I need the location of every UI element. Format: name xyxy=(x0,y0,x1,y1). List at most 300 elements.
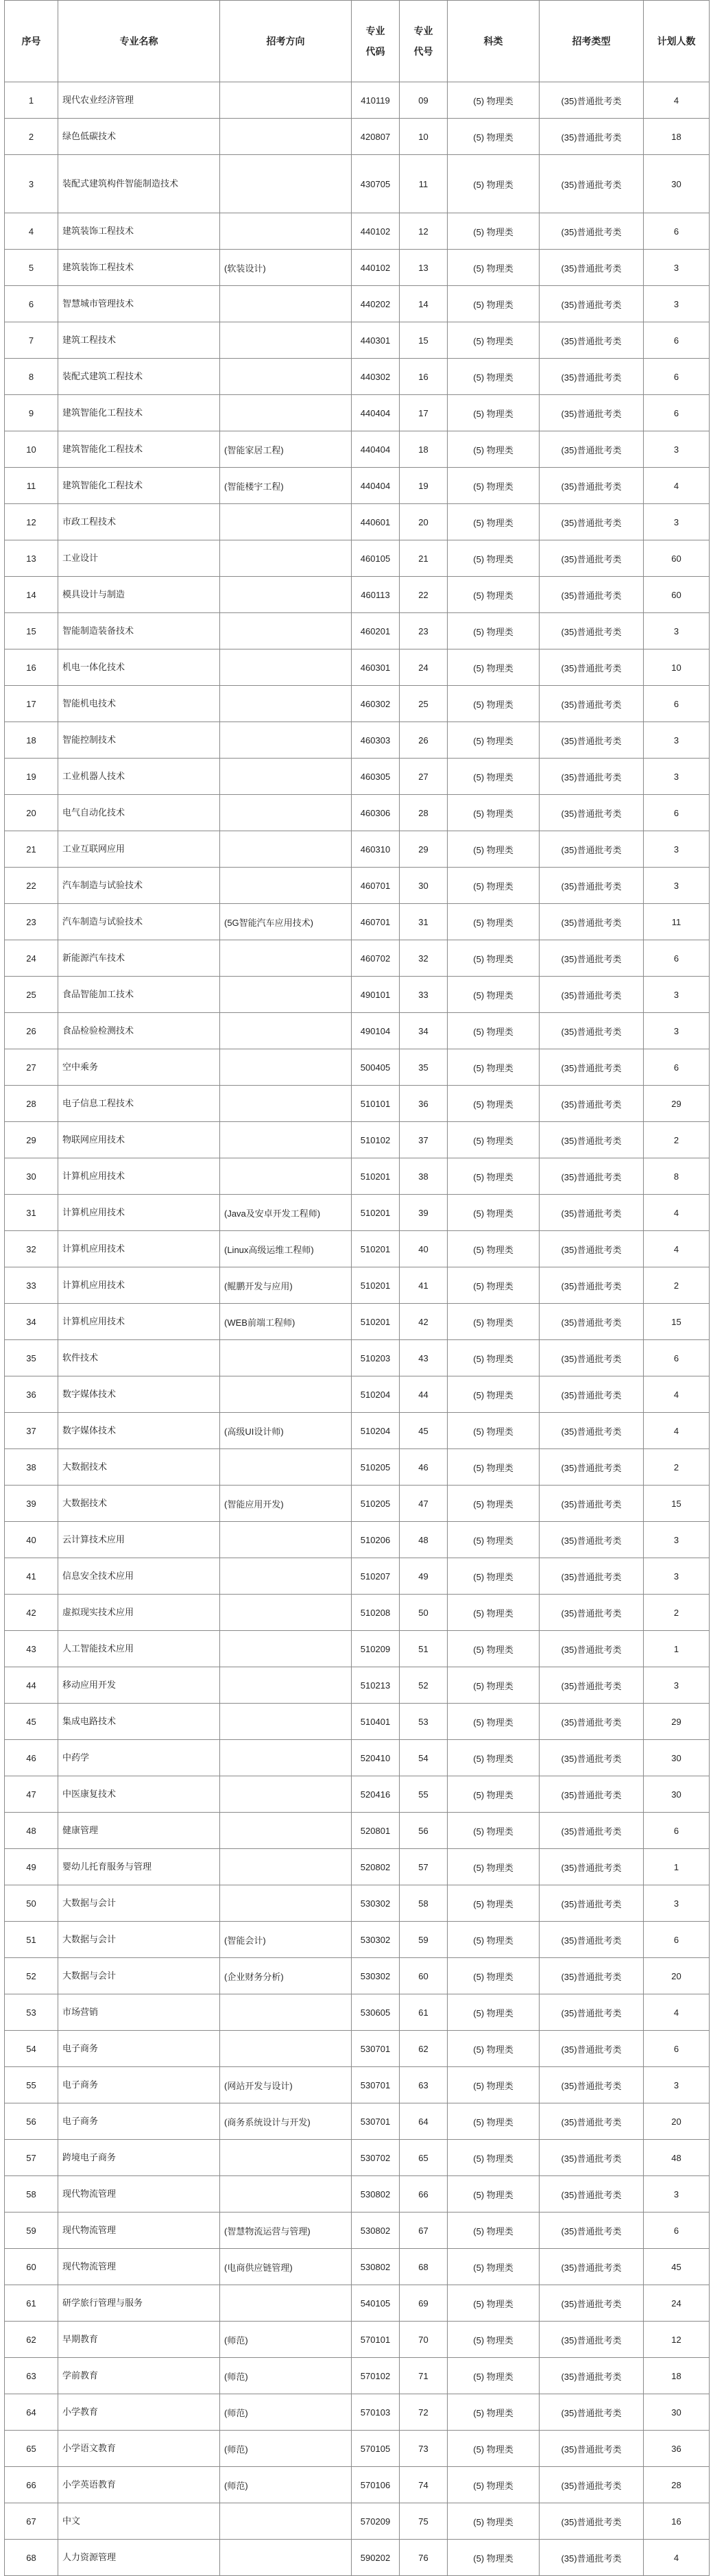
cell-major-name: 食品智能加工技术 xyxy=(58,977,220,1013)
cell-direction xyxy=(220,1595,352,1631)
cell-direction: (智慧物流运营与管理) xyxy=(220,2213,352,2249)
cell-plan-count: 18 xyxy=(644,119,710,155)
cell-major-no: 49 xyxy=(400,1558,448,1595)
cell-seq: 27 xyxy=(5,1049,58,1086)
cell-plan-count: 8 xyxy=(644,1158,710,1195)
cell-subject: (5) 物理类 xyxy=(448,1558,540,1595)
cell-subject: (5) 物理类 xyxy=(448,1158,540,1195)
table-header xyxy=(5,1,710,82)
cell-plan-count: 2 xyxy=(644,1122,710,1158)
cell-direction xyxy=(220,1376,352,1413)
cell-major-code: 440102 xyxy=(352,213,400,250)
cell-direction: (师范) xyxy=(220,2394,352,2431)
cell-major-no: 33 xyxy=(400,977,448,1013)
cell-seq: 8 xyxy=(5,359,58,395)
table-row xyxy=(5,2140,710,2176)
cell-major-code: 460105 xyxy=(352,540,400,577)
cell-plan-count: 10 xyxy=(644,649,710,686)
cell-plan-count: 4 xyxy=(644,468,710,504)
cell-seq: 68 xyxy=(5,2540,58,2576)
cell-major-code: 510213 xyxy=(352,1667,400,1704)
cell-admission-type: (35)普通批考类 xyxy=(540,613,644,649)
cell-direction: (Linux高级运维工程师) xyxy=(220,1231,352,1267)
header-admission-type: 招考类型 xyxy=(540,1,644,82)
cell-plan-count: 15 xyxy=(644,1304,710,1340)
cell-major-no: 53 xyxy=(400,1704,448,1740)
cell-major-name: 建筑装饰工程技术 xyxy=(58,213,220,250)
cell-direction: (5G智能汽车应用技术) xyxy=(220,904,352,940)
cell-seq: 26 xyxy=(5,1013,58,1049)
cell-subject: (5) 物理类 xyxy=(448,1086,540,1122)
cell-major-name: 人工智能技术应用 xyxy=(58,1631,220,1667)
cell-major-no: 14 xyxy=(400,286,448,322)
cell-major-code: 460701 xyxy=(352,904,400,940)
cell-subject: (5) 物理类 xyxy=(448,1994,540,2031)
cell-plan-count: 3 xyxy=(644,1558,710,1595)
cell-direction xyxy=(220,155,352,213)
cell-major-no: 55 xyxy=(400,1776,448,1813)
cell-seq: 25 xyxy=(5,977,58,1013)
cell-major-name: 工业机器人技术 xyxy=(58,759,220,795)
cell-major-name: 食品检验检测技术 xyxy=(58,1013,220,1049)
cell-major-name: 云计算技术应用 xyxy=(58,1522,220,1558)
cell-seq: 3 xyxy=(5,155,58,213)
cell-major-name: 小学英语教育 xyxy=(58,2467,220,2503)
cell-seq: 61 xyxy=(5,2285,58,2322)
cell-major-code: 510201 xyxy=(352,1158,400,1195)
cell-admission-type: (35)普通批考类 xyxy=(540,395,644,431)
cell-major-name: 模具设计与制造 xyxy=(58,577,220,613)
table-row xyxy=(5,2249,710,2285)
cell-subject: (5) 物理类 xyxy=(448,1813,540,1849)
cell-subject: (5) 物理类 xyxy=(448,1340,540,1376)
cell-major-no: 71 xyxy=(400,2358,448,2394)
cell-plan-count: 3 xyxy=(644,977,710,1013)
cell-seq: 15 xyxy=(5,613,58,649)
table-row xyxy=(5,1922,710,1958)
header-plan-count: 计划人数 xyxy=(644,1,710,82)
cell-major-code: 510207 xyxy=(352,1558,400,1595)
cell-major-code: 510201 xyxy=(352,1231,400,1267)
cell-subject: (5) 物理类 xyxy=(448,2358,540,2394)
cell-major-name: 婴幼儿托育服务与管理 xyxy=(58,1849,220,1885)
cell-major-name: 软件技术 xyxy=(58,1340,220,1376)
cell-subject: (5) 物理类 xyxy=(448,2467,540,2503)
cell-direction xyxy=(220,1885,352,1922)
table-row xyxy=(5,1704,710,1740)
cell-major-no: 31 xyxy=(400,904,448,940)
cell-admission-type: (35)普通批考类 xyxy=(540,1631,644,1667)
cell-subject: (5) 物理类 xyxy=(448,2285,540,2322)
header-direction: 招考方向 xyxy=(220,1,352,82)
cell-admission-type: (35)普通批考类 xyxy=(540,286,644,322)
cell-major-code: 500405 xyxy=(352,1049,400,1086)
cell-major-name: 小学语文教育 xyxy=(58,2431,220,2467)
cell-subject: (5) 物理类 xyxy=(448,1413,540,1449)
cell-seq: 29 xyxy=(5,1122,58,1158)
cell-seq: 58 xyxy=(5,2176,58,2213)
cell-major-code: 510201 xyxy=(352,1195,400,1231)
cell-major-code: 530302 xyxy=(352,1922,400,1958)
table-row xyxy=(5,649,710,686)
cell-major-code: 570101 xyxy=(352,2322,400,2358)
cell-direction xyxy=(220,82,352,119)
cell-major-code: 490101 xyxy=(352,977,400,1013)
cell-major-no: 58 xyxy=(400,1885,448,1922)
cell-seq: 14 xyxy=(5,577,58,613)
table-row xyxy=(5,119,710,155)
cell-seq: 52 xyxy=(5,1958,58,1994)
cell-direction: (网站开发与设计) xyxy=(220,2067,352,2103)
cell-subject: (5) 物理类 xyxy=(448,250,540,286)
admission-plan-table xyxy=(4,0,710,2576)
cell-major-name: 绿色低碳技术 xyxy=(58,119,220,155)
table-row xyxy=(5,1231,710,1267)
cell-major-code: 460306 xyxy=(352,795,400,831)
cell-major-no: 28 xyxy=(400,795,448,831)
cell-direction xyxy=(220,1849,352,1885)
cell-major-name: 电子信息工程技术 xyxy=(58,1086,220,1122)
cell-major-code: 570106 xyxy=(352,2467,400,2503)
cell-plan-count: 4 xyxy=(644,2540,710,2576)
table-row xyxy=(5,250,710,286)
cell-direction xyxy=(220,649,352,686)
cell-admission-type: (35)普通批考类 xyxy=(540,1267,644,1304)
cell-subject: (5) 物理类 xyxy=(448,1776,540,1813)
cell-subject: (5) 物理类 xyxy=(448,759,540,795)
cell-subject: (5) 物理类 xyxy=(448,2067,540,2103)
cell-admission-type: (35)普通批考类 xyxy=(540,904,644,940)
cell-plan-count: 3 xyxy=(644,868,710,904)
cell-seq: 45 xyxy=(5,1704,58,1740)
cell-subject: (5) 物理类 xyxy=(448,904,540,940)
cell-major-code: 510204 xyxy=(352,1413,400,1449)
cell-direction xyxy=(220,1122,352,1158)
cell-subject: (5) 物理类 xyxy=(448,540,540,577)
cell-major-name: 数字媒体技术 xyxy=(58,1413,220,1449)
cell-admission-type: (35)普通批考类 xyxy=(540,155,644,213)
cell-major-no: 22 xyxy=(400,577,448,613)
cell-major-code: 530701 xyxy=(352,2103,400,2140)
cell-admission-type: (35)普通批考类 xyxy=(540,1304,644,1340)
cell-major-no: 47 xyxy=(400,1486,448,1522)
cell-subject: (5) 物理类 xyxy=(448,1267,540,1304)
cell-seq: 57 xyxy=(5,2140,58,2176)
cell-direction xyxy=(220,795,352,831)
cell-major-no: 54 xyxy=(400,1740,448,1776)
cell-seq: 20 xyxy=(5,795,58,831)
cell-major-no: 40 xyxy=(400,1231,448,1267)
cell-direction xyxy=(220,722,352,759)
cell-admission-type: (35)普通批考类 xyxy=(540,1740,644,1776)
cell-plan-count: 3 xyxy=(644,286,710,322)
cell-plan-count: 60 xyxy=(644,577,710,613)
cell-major-no: 57 xyxy=(400,1849,448,1885)
table-row xyxy=(5,1849,710,1885)
cell-major-name: 早期教育 xyxy=(58,2322,220,2358)
cell-plan-count: 3 xyxy=(644,1885,710,1922)
cell-plan-count: 6 xyxy=(644,1049,710,1086)
table-row xyxy=(5,431,710,468)
cell-plan-count: 29 xyxy=(644,1704,710,1740)
cell-major-no: 46 xyxy=(400,1449,448,1486)
table-row xyxy=(5,1667,710,1704)
cell-direction xyxy=(220,119,352,155)
cell-direction xyxy=(220,2031,352,2067)
cell-plan-count: 3 xyxy=(644,1667,710,1704)
cell-plan-count: 3 xyxy=(644,1013,710,1049)
cell-major-code: 530701 xyxy=(352,2031,400,2067)
cell-direction: (智能楼宇工程) xyxy=(220,468,352,504)
cell-plan-count: 6 xyxy=(644,395,710,431)
cell-major-code: 510205 xyxy=(352,1486,400,1522)
cell-major-no: 75 xyxy=(400,2503,448,2540)
cell-admission-type: (35)普通批考类 xyxy=(540,540,644,577)
cell-major-no: 34 xyxy=(400,1013,448,1049)
cell-direction xyxy=(220,359,352,395)
cell-major-code: 440301 xyxy=(352,322,400,359)
cell-admission-type: (35)普通批考类 xyxy=(540,2503,644,2540)
cell-plan-count: 3 xyxy=(644,722,710,759)
cell-major-code: 570103 xyxy=(352,2394,400,2431)
cell-seq: 19 xyxy=(5,759,58,795)
cell-seq: 38 xyxy=(5,1449,58,1486)
cell-seq: 28 xyxy=(5,1086,58,1122)
cell-direction xyxy=(220,940,352,977)
cell-plan-count: 4 xyxy=(644,1413,710,1449)
table-row xyxy=(5,1413,710,1449)
cell-plan-count: 15 xyxy=(644,1486,710,1522)
table-row xyxy=(5,504,710,540)
cell-subject: (5) 物理类 xyxy=(448,613,540,649)
table-row xyxy=(5,2394,710,2431)
cell-major-code: 530302 xyxy=(352,1958,400,1994)
cell-seq: 32 xyxy=(5,1231,58,1267)
cell-admission-type: (35)普通批考类 xyxy=(540,2394,644,2431)
cell-direction xyxy=(220,1049,352,1086)
cell-admission-type: (35)普通批考类 xyxy=(540,2467,644,2503)
cell-major-code: 520416 xyxy=(352,1776,400,1813)
cell-major-no: 70 xyxy=(400,2322,448,2358)
cell-subject: (5) 物理类 xyxy=(448,1740,540,1776)
cell-major-no: 52 xyxy=(400,1667,448,1704)
table-row xyxy=(5,1304,710,1340)
cell-direction xyxy=(220,2540,352,2576)
cell-direction xyxy=(220,1704,352,1740)
cell-plan-count: 3 xyxy=(644,831,710,868)
cell-major-no: 50 xyxy=(400,1595,448,1631)
cell-major-no: 67 xyxy=(400,2213,448,2249)
table-row xyxy=(5,977,710,1013)
cell-admission-type: (35)普通批考类 xyxy=(540,2249,644,2285)
cell-major-name: 现代物流管理 xyxy=(58,2176,220,2213)
cell-major-code: 510204 xyxy=(352,1376,400,1413)
cell-admission-type: (35)普通批考类 xyxy=(540,2140,644,2176)
table-row xyxy=(5,2431,710,2467)
cell-major-name: 跨境电子商务 xyxy=(58,2140,220,2176)
cell-plan-count: 30 xyxy=(644,155,710,213)
cell-direction: (智能会计) xyxy=(220,1922,352,1958)
cell-seq: 54 xyxy=(5,2031,58,2067)
table-row xyxy=(5,1595,710,1631)
cell-major-code: 440404 xyxy=(352,395,400,431)
cell-major-name: 智能机电技术 xyxy=(58,686,220,722)
cell-subject: (5) 物理类 xyxy=(448,322,540,359)
cell-seq: 13 xyxy=(5,540,58,577)
cell-seq: 44 xyxy=(5,1667,58,1704)
cell-admission-type: (35)普通批考类 xyxy=(540,1122,644,1158)
cell-direction: (智能家居工程) xyxy=(220,431,352,468)
cell-seq: 16 xyxy=(5,649,58,686)
cell-major-no: 20 xyxy=(400,504,448,540)
cell-seq: 36 xyxy=(5,1376,58,1413)
cell-subject: (5) 物理类 xyxy=(448,2394,540,2431)
cell-plan-count: 6 xyxy=(644,1922,710,1958)
cell-major-no: 69 xyxy=(400,2285,448,2322)
cell-major-no: 42 xyxy=(400,1304,448,1340)
cell-major-no: 35 xyxy=(400,1049,448,1086)
cell-admission-type: (35)普通批考类 xyxy=(540,1195,644,1231)
cell-subject: (5) 物理类 xyxy=(448,1013,540,1049)
cell-direction: (师范) xyxy=(220,2431,352,2467)
cell-subject: (5) 物理类 xyxy=(448,1595,540,1631)
cell-admission-type: (35)普通批考类 xyxy=(540,722,644,759)
cell-major-name: 新能源汽车技术 xyxy=(58,940,220,977)
cell-subject: (5) 物理类 xyxy=(448,1449,540,1486)
cell-admission-type: (35)普通批考类 xyxy=(540,577,644,613)
cell-admission-type: (35)普通批考类 xyxy=(540,468,644,504)
cell-admission-type: (35)普通批考类 xyxy=(540,1340,644,1376)
cell-admission-type: (35)普通批考类 xyxy=(540,940,644,977)
table-row xyxy=(5,940,710,977)
cell-seq: 60 xyxy=(5,2249,58,2285)
cell-admission-type: (35)普通批考类 xyxy=(540,686,644,722)
table-row xyxy=(5,1013,710,1049)
cell-direction: (智能应用开发) xyxy=(220,1486,352,1522)
cell-subject: (5) 物理类 xyxy=(448,213,540,250)
cell-admission-type: (35)普通批考类 xyxy=(540,831,644,868)
table-row xyxy=(5,1486,710,1522)
table-row xyxy=(5,468,710,504)
table-row xyxy=(5,722,710,759)
cell-major-no: 60 xyxy=(400,1958,448,1994)
cell-direction: (电商供应链管理) xyxy=(220,2249,352,2285)
header-subject: 科类 xyxy=(448,1,540,82)
cell-subject: (5) 物理类 xyxy=(448,1486,540,1522)
cell-direction xyxy=(220,686,352,722)
cell-plan-count: 3 xyxy=(644,504,710,540)
cell-plan-count: 1 xyxy=(644,1631,710,1667)
cell-major-name: 健康管理 xyxy=(58,1813,220,1849)
cell-major-no: 76 xyxy=(400,2540,448,2576)
cell-major-code: 440404 xyxy=(352,431,400,468)
cell-major-code: 570209 xyxy=(352,2503,400,2540)
cell-seq: 62 xyxy=(5,2322,58,2358)
cell-seq: 47 xyxy=(5,1776,58,1813)
cell-major-name: 建筑装饰工程技术 xyxy=(58,250,220,286)
cell-major-name: 装配式建筑工程技术 xyxy=(58,359,220,395)
cell-seq: 64 xyxy=(5,2394,58,2431)
cell-plan-count: 6 xyxy=(644,686,710,722)
cell-plan-count: 3 xyxy=(644,2067,710,2103)
cell-subject: (5) 物理类 xyxy=(448,1922,540,1958)
cell-direction xyxy=(220,1776,352,1813)
cell-plan-count: 3 xyxy=(644,1522,710,1558)
cell-direction xyxy=(220,1522,352,1558)
cell-direction xyxy=(220,1558,352,1595)
cell-major-code: 520801 xyxy=(352,1813,400,1849)
cell-major-code: 510201 xyxy=(352,1267,400,1304)
header-major-code xyxy=(352,1,400,82)
table-row xyxy=(5,1049,710,1086)
cell-major-no: 51 xyxy=(400,1631,448,1667)
cell-subject: (5) 物理类 xyxy=(448,2431,540,2467)
cell-admission-type: (35)普通批考类 xyxy=(540,2540,644,2576)
cell-admission-type: (35)普通批考类 xyxy=(540,2176,644,2213)
cell-major-code: 510101 xyxy=(352,1086,400,1122)
cell-plan-count: 6 xyxy=(644,2213,710,2249)
cell-major-name: 电子商务 xyxy=(58,2031,220,2067)
cell-major-name: 机电一体化技术 xyxy=(58,649,220,686)
cell-subject: (5) 物理类 xyxy=(448,795,540,831)
cell-admission-type: (35)普通批考类 xyxy=(540,977,644,1013)
cell-major-name: 建筑智能化工程技术 xyxy=(58,468,220,504)
table-row xyxy=(5,1813,710,1849)
cell-major-name: 计算机应用技术 xyxy=(58,1304,220,1340)
table-row xyxy=(5,795,710,831)
cell-admission-type: (35)普通批考类 xyxy=(540,1849,644,1885)
cell-major-name: 现代物流管理 xyxy=(58,2249,220,2285)
cell-subject: (5) 物理类 xyxy=(448,395,540,431)
cell-major-code: 440404 xyxy=(352,468,400,504)
cell-major-no: 16 xyxy=(400,359,448,395)
cell-major-name: 集成电路技术 xyxy=(58,1704,220,1740)
cell-major-name: 中医康复技术 xyxy=(58,1776,220,1813)
cell-seq: 1 xyxy=(5,82,58,119)
cell-subject: (5) 物理类 xyxy=(448,119,540,155)
cell-major-no: 48 xyxy=(400,1522,448,1558)
table-row xyxy=(5,1086,710,1122)
cell-admission-type: (35)普通批考类 xyxy=(540,1013,644,1049)
table-row xyxy=(5,2285,710,2322)
table-row xyxy=(5,2322,710,2358)
cell-direction xyxy=(220,1813,352,1849)
cell-plan-count: 16 xyxy=(644,2503,710,2540)
cell-major-name: 大数据与会计 xyxy=(58,1958,220,1994)
cell-direction xyxy=(220,2285,352,2322)
cell-direction xyxy=(220,395,352,431)
table-body xyxy=(5,82,710,2576)
table-row xyxy=(5,904,710,940)
cell-direction xyxy=(220,613,352,649)
cell-plan-count: 6 xyxy=(644,940,710,977)
cell-subject: (5) 物理类 xyxy=(448,2503,540,2540)
cell-subject: (5) 物理类 xyxy=(448,82,540,119)
cell-admission-type: (35)普通批考类 xyxy=(540,2031,644,2067)
cell-seq: 22 xyxy=(5,868,58,904)
table-row xyxy=(5,613,710,649)
cell-subject: (5) 物理类 xyxy=(448,940,540,977)
cell-seq: 12 xyxy=(5,504,58,540)
cell-admission-type: (35)普通批考类 xyxy=(540,1958,644,1994)
cell-major-no: 74 xyxy=(400,2467,448,2503)
cell-direction xyxy=(220,868,352,904)
cell-major-code: 420807 xyxy=(352,119,400,155)
cell-plan-count: 4 xyxy=(644,1376,710,1413)
cell-admission-type: (35)普通批考类 xyxy=(540,649,644,686)
cell-subject: (5) 物理类 xyxy=(448,2103,540,2140)
cell-subject: (5) 物理类 xyxy=(448,722,540,759)
